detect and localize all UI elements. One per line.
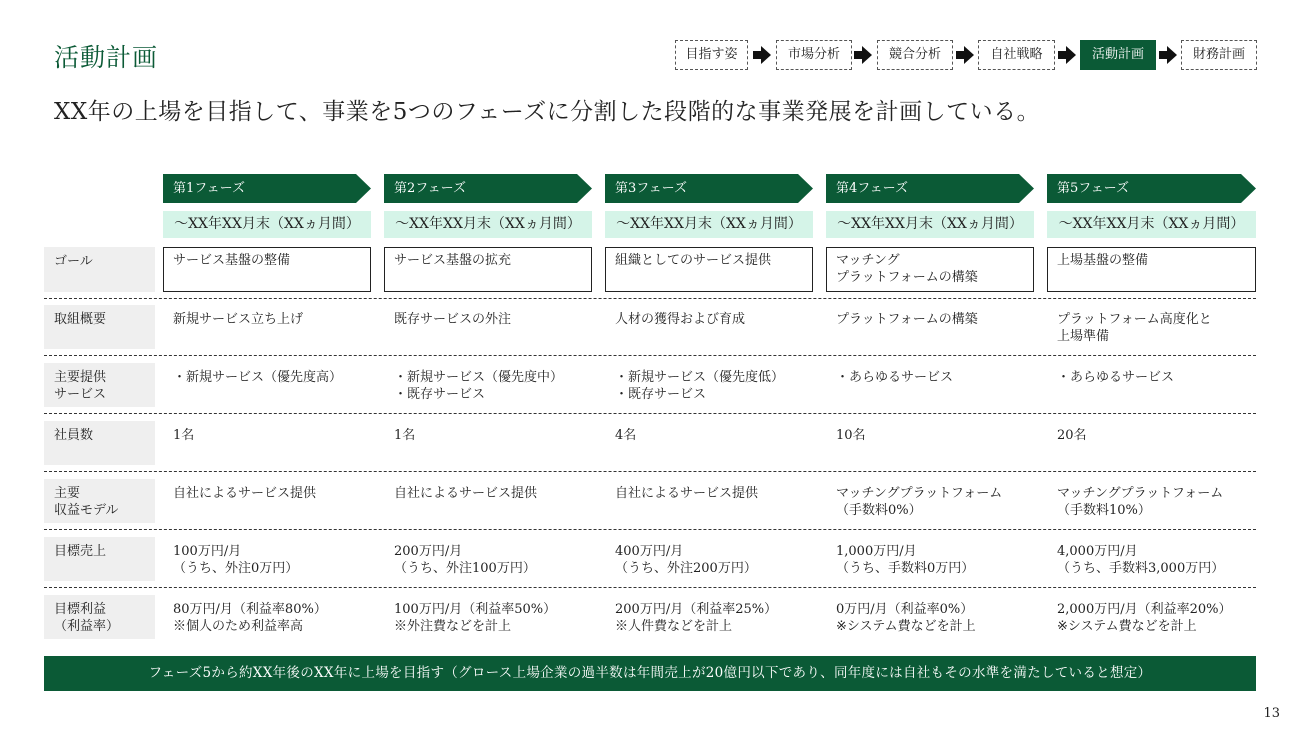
phase-3-period: 〜XX年XX月末（XXヵ月間） — [605, 211, 813, 238]
services-cell: ・あらゆるサービス — [1057, 370, 1175, 385]
row-label-sales: 目標売上 — [44, 537, 155, 581]
arrow-right-icon — [1066, 46, 1076, 64]
phase-2-goal: サービス基盤の拡充 — [384, 247, 592, 292]
profit-cell: 100万円/月（利益率50%） ※外注費などを計上 — [394, 602, 557, 634]
phase-5-chevron — [1047, 174, 1256, 203]
phase-3-chevron — [605, 174, 813, 203]
employees-cell: 1名 — [394, 428, 416, 443]
nav-step-competitor[interactable]: 競合分析 — [877, 40, 953, 70]
arrow-right-icon — [862, 46, 872, 64]
row-divider — [44, 529, 1256, 530]
nav-step-finance[interactable]: 財務計画 — [1181, 40, 1257, 70]
sales-cell: 100万円/月 （うち、外注0万円） — [173, 544, 299, 576]
page-title: 活動計画 — [54, 43, 159, 72]
sales-cell: 1,000万円/月 （うち、手数料0万円） — [836, 544, 975, 576]
row-divider — [44, 471, 1256, 472]
nav-step-activity[interactable]: 活動計画 — [1080, 40, 1156, 70]
phase-4-chevron — [826, 174, 1034, 203]
overview-cell: 人材の獲得および育成 — [615, 312, 746, 327]
sales-cell: 400万円/月 （うち、外注200万円） — [615, 544, 757, 576]
phase-label: 第3フェーズ — [615, 181, 687, 196]
row-label-revenue-model: 主要 収益モデル — [44, 479, 155, 523]
phase-2-chevron — [384, 174, 592, 203]
headline: XX年の上場を目指して、事業を5つのフェーズに分割した段階的な事業発展を計画している。 — [54, 99, 1041, 125]
page-number: 13 — [1263, 706, 1280, 721]
revenue-model-cell: 自社によるサービス提供 — [394, 486, 538, 501]
phase-4-period: 〜XX年XX月末（XXヵ月間） — [826, 211, 1034, 238]
row-divider — [44, 298, 1256, 299]
arrow-right-icon — [761, 46, 771, 64]
revenue-model-cell: 自社によるサービス提供 — [615, 486, 759, 501]
overview-cell: 新規サービス立ち上げ — [173, 312, 304, 327]
employees-cell: 4名 — [615, 428, 637, 443]
arrow-right-icon — [964, 46, 974, 64]
phase-3-goal: 組織としてのサービス提供 — [605, 247, 813, 292]
overview-cell: プラットフォーム高度化と 上場準備 — [1057, 312, 1212, 344]
overview-cell: 既存サービスの外注 — [394, 312, 512, 327]
phase-1-chevron — [163, 174, 371, 203]
phase-label: 第2フェーズ — [394, 181, 466, 196]
footer-banner: フェーズ5から約XX年後のXX年に上場を目指す（グロース上場企業の過半数は年間売上が20億円以下であり、同年度には自社もその水準を満たしていると想定） — [44, 656, 1256, 691]
profit-cell: 200万円/月（利益率25%） ※人件費などを計上 — [615, 602, 778, 634]
profit-cell: 2,000万円/月（利益率20%） ※システム費などを計上 — [1057, 602, 1232, 634]
phase-2-period: 〜XX年XX月末（XXヵ月間） — [384, 211, 592, 238]
services-cell: ・新規サービス（優先度高） — [173, 370, 343, 385]
nav-step-market[interactable]: 市場分析 — [776, 40, 852, 70]
row-label-employees: 社員数 — [44, 421, 155, 465]
sales-cell: 4,000万円/月 （うち、手数料3,000万円） — [1057, 544, 1225, 576]
revenue-model-cell: マッチングプラットフォーム （手数料0%） — [836, 486, 1003, 518]
row-label-goal: ゴール — [44, 247, 155, 292]
revenue-model-cell: 自社によるサービス提供 — [173, 486, 317, 501]
sales-cell: 200万円/月 （うち、外注100万円） — [394, 544, 536, 576]
row-divider — [44, 587, 1256, 588]
employees-cell: 1名 — [173, 428, 195, 443]
services-cell: ・新規サービス（優先度中） ・既存サービス — [394, 370, 564, 402]
employees-cell: 10名 — [836, 428, 866, 443]
profit-cell: 80万円/月（利益率80%） ※個人のため利益率高 — [173, 602, 327, 634]
row-label-profit: 目標利益 （利益率） — [44, 595, 155, 639]
arrow-right-icon — [1167, 46, 1177, 64]
phase-1-period: 〜XX年XX月末（XXヵ月間） — [163, 211, 371, 238]
phase-label: 第1フェーズ — [173, 181, 245, 196]
phase-1-goal: サービス基盤の整備 — [163, 247, 371, 292]
nav-step-vision[interactable]: 目指す姿 — [675, 40, 748, 70]
nav-step-strategy[interactable]: 自社戦略 — [978, 40, 1055, 70]
services-cell: ・あらゆるサービス — [836, 370, 954, 385]
revenue-model-cell: マッチングプラットフォーム （手数料10%） — [1057, 486, 1224, 518]
overview-cell: プラットフォームの構築 — [836, 312, 978, 327]
services-cell: ・新規サービス（優先度低） ・既存サービス — [615, 370, 785, 402]
phase-label: 第5フェーズ — [1057, 181, 1129, 196]
row-label-services: 主要提供 サービス — [44, 363, 155, 407]
row-label-overview: 取組概要 — [44, 305, 155, 349]
phase-4-goal: マッチング プラットフォームの構築 — [826, 247, 1034, 292]
phase-5-goal: 上場基盤の整備 — [1047, 247, 1256, 292]
profit-cell: 0万円/月（利益率0%） ※システム費などを計上 — [836, 602, 976, 634]
row-divider — [44, 355, 1256, 356]
progress-nav — [675, 40, 1257, 72]
phase-label: 第4フェーズ — [836, 181, 908, 196]
employees-cell: 20名 — [1057, 428, 1087, 443]
phase-5-period: 〜XX年XX月末（XXヵ月間） — [1047, 211, 1256, 238]
row-divider — [44, 413, 1256, 414]
